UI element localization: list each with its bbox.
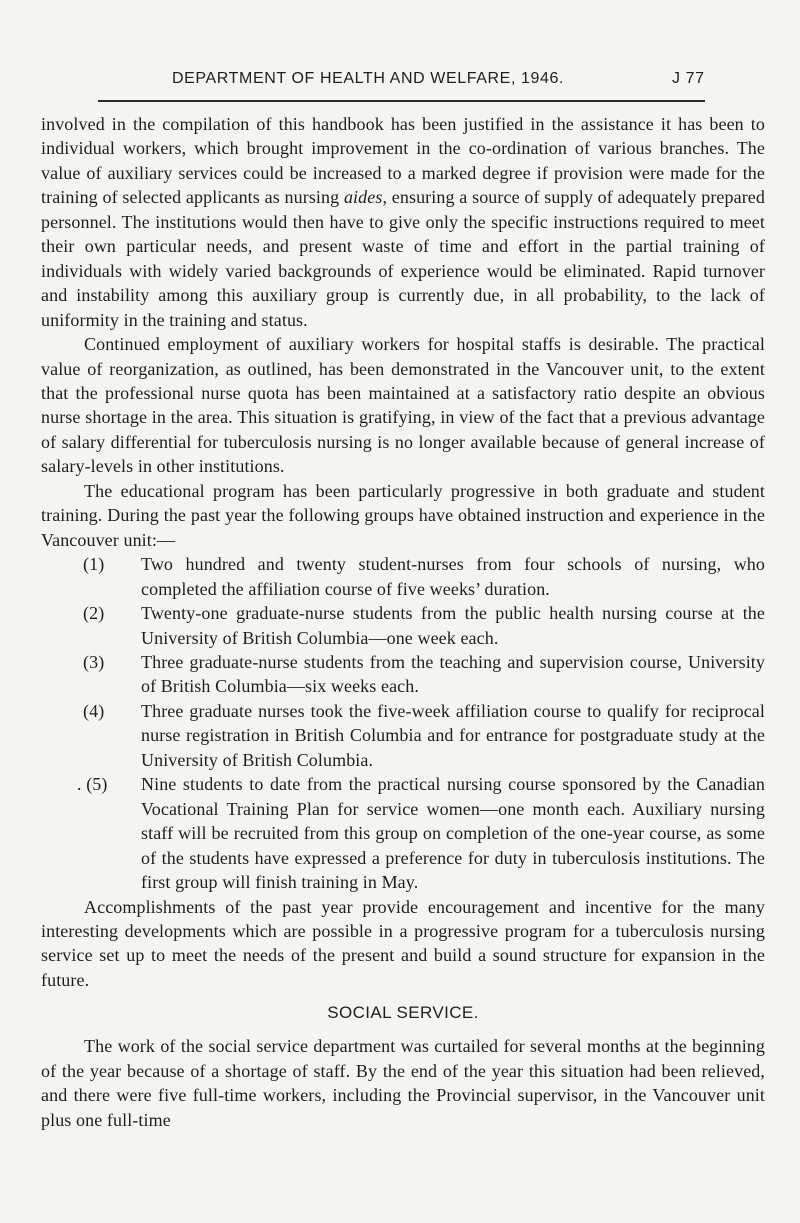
italic-word: aides (343, 187, 383, 208)
training-groups-list (41, 552, 765, 894)
list-item-number: . (5) (77, 774, 108, 795)
page-number: J 77 (672, 70, 705, 87)
list-item-text: Three graduate-nurse students from the teaching and supervision course, University of British Columbia—six weeks each. (141, 651, 765, 697)
list-item (41, 601, 765, 650)
body-text (41, 112, 765, 1132)
section-heading: SOCIAL SERVICE. (327, 1003, 479, 1023)
list-item-number: (1) (83, 554, 105, 575)
list-item-number: (2) (83, 603, 105, 624)
list-item-number: (4) (83, 700, 105, 721)
paragraph-text: involved in the compilation of this handbook has been justified in the assistance it has been to individual workers, which brought improvement in the co-ordination of various branches. The value of auxiliary services could be increased to a marked degree if provision were made for the training of selected applicants as nursing (41, 114, 765, 208)
list-item-text: Nine students to date from the practical nursing course sponsored by the Canadian Vocational Training Plan for service women—one month each. Auxiliary nursing staff will be recruited from this group on completion of the one-year course, as some of the students have expressed a preference for duty in tuberculosis institutions. The first group will finish training in May. (141, 774, 765, 893)
list-item-number: (3) (83, 651, 105, 672)
paragraph-educational-program: The educational program has been particularly progressive in both graduate and student training. During the past year the following groups have obtained instruction and experience in the Vancouver unit:— (41, 480, 765, 550)
list-item (41, 552, 765, 601)
paragraph-social-service: The work of the social service department was curtailed for several months at the beginning of the year because of a shortage of staff. By the end of the year this situation had been relieved, and there were five full-time workers, including the Provincial supervisor, in the Vancouver unit plus one full-time (41, 1036, 765, 1130)
header-title: DEPARTMENT OF HEALTH AND WELFARE, 1946. (172, 70, 565, 87)
list-item (41, 772, 765, 894)
list-item-text: Twenty-one graduate-nurse students from the public health nursing course at the University of British Columbia—one week each. (141, 603, 765, 648)
header-rule (98, 100, 705, 102)
paragraph-accomplishments: Accomplishments of the past year provide encouragement and incentive for the many interesting developments which are possible in a progressive program for a tuberculosis nursing service set up to meet the needs of the present and build a sound structure for expansion in the future. (41, 896, 765, 990)
paragraph-text: , ensuring a source of supply of adequately prepared personnel. The institutions would then have to give only the specific instructions required to meet their own particular needs, and present waste of time and effort in the partial training of individuals with widely varied backgrounds of experience would be eliminated. Rapid turnover and instability among this auxiliary group is currently due, in all probability, to the lack of uniformity in the training and status. (41, 187, 765, 330)
paragraph-continuation (41, 112, 765, 332)
list-item (41, 699, 765, 772)
list-item-text: Three graduate nurses took the five-week affiliation course to qualify for reciprocal nurse registration in British Columbia and for entrance for postgraduate study at the University of British Columbia. (141, 700, 765, 770)
running-header (0, 70, 800, 92)
paragraph-auxiliary-workers: Continued employment of auxiliary workers for hospital staffs is desirable. The practical value of reorganization, as outlined, has been demonstrated in the Vancouver unit, to the extent that the professional nurse quota has been maintained at a satisfactory ratio despite an obvious nurse shortage in the area. This situation is gratifying, in view of the fact that a previous advantage of salary differential for tuberculosis nursing is no longer available because of general increase of salary-levels in other institutions. (41, 334, 765, 477)
list-item-text: Two hundred and twenty student-nurses from four schools of nursing, who completed the affiliation course of five weeks’ duration. (141, 554, 765, 599)
list-item (41, 650, 765, 699)
